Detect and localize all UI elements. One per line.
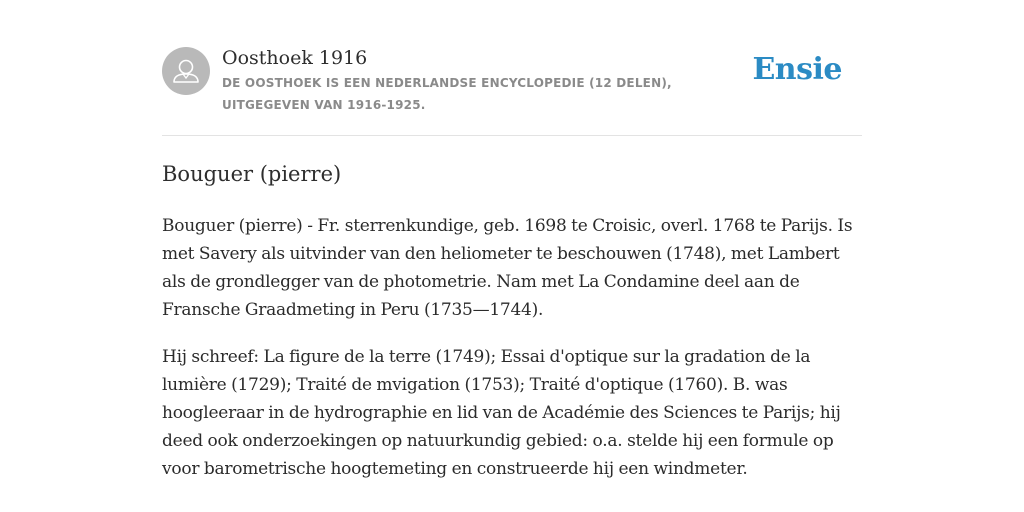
user-icon <box>162 47 210 95</box>
source-header <box>162 44 862 134</box>
article-body <box>162 212 862 502</box>
article-paragraph: Hij schreef: La figure de la terre (1749); Essai d'optique sur la gradation de la lumière (1729); Traité de mvigation (1753); Traité d'optique (1760). B. was hoogleeraar in de hydrographie en lid van de Académie des Sciences te Parijs; hij deed ook onderzoekingen op natuurkundig gebied: o.a. stelde hij een formule op voor barometrische hoogtemeting en construeerde hij een windmeter. <box>162 347 841 479</box>
ensie-logo[interactable]: Ensie <box>752 52 842 87</box>
header-divider <box>162 135 862 136</box>
source-info <box>222 46 762 116</box>
article-paragraph: Bouguer (pierre) - Fr. sterrenkundige, geb. 1698 te Croisic, overl. 1768 te Parijs. Is met Savery als uitvinder van den heliometer te beschouwen (1748), met Lambert als de grondlegger van de photometrie. Nam met La Condamine deel aan de Fransche Graadmeting in Peru (1735—1744). <box>162 216 853 320</box>
source-title[interactable]: Oosthoek 1916 <box>222 47 368 69</box>
article-title: Bouguer (pierre) <box>162 162 342 186</box>
source-description: DE OOSTHOEK IS EEN NEDERLANDSE ENCYCLOPEDIE (12 DELEN), UITGEGEVEN VAN 1916-1925. <box>222 76 672 112</box>
avatar[interactable] <box>162 47 210 95</box>
